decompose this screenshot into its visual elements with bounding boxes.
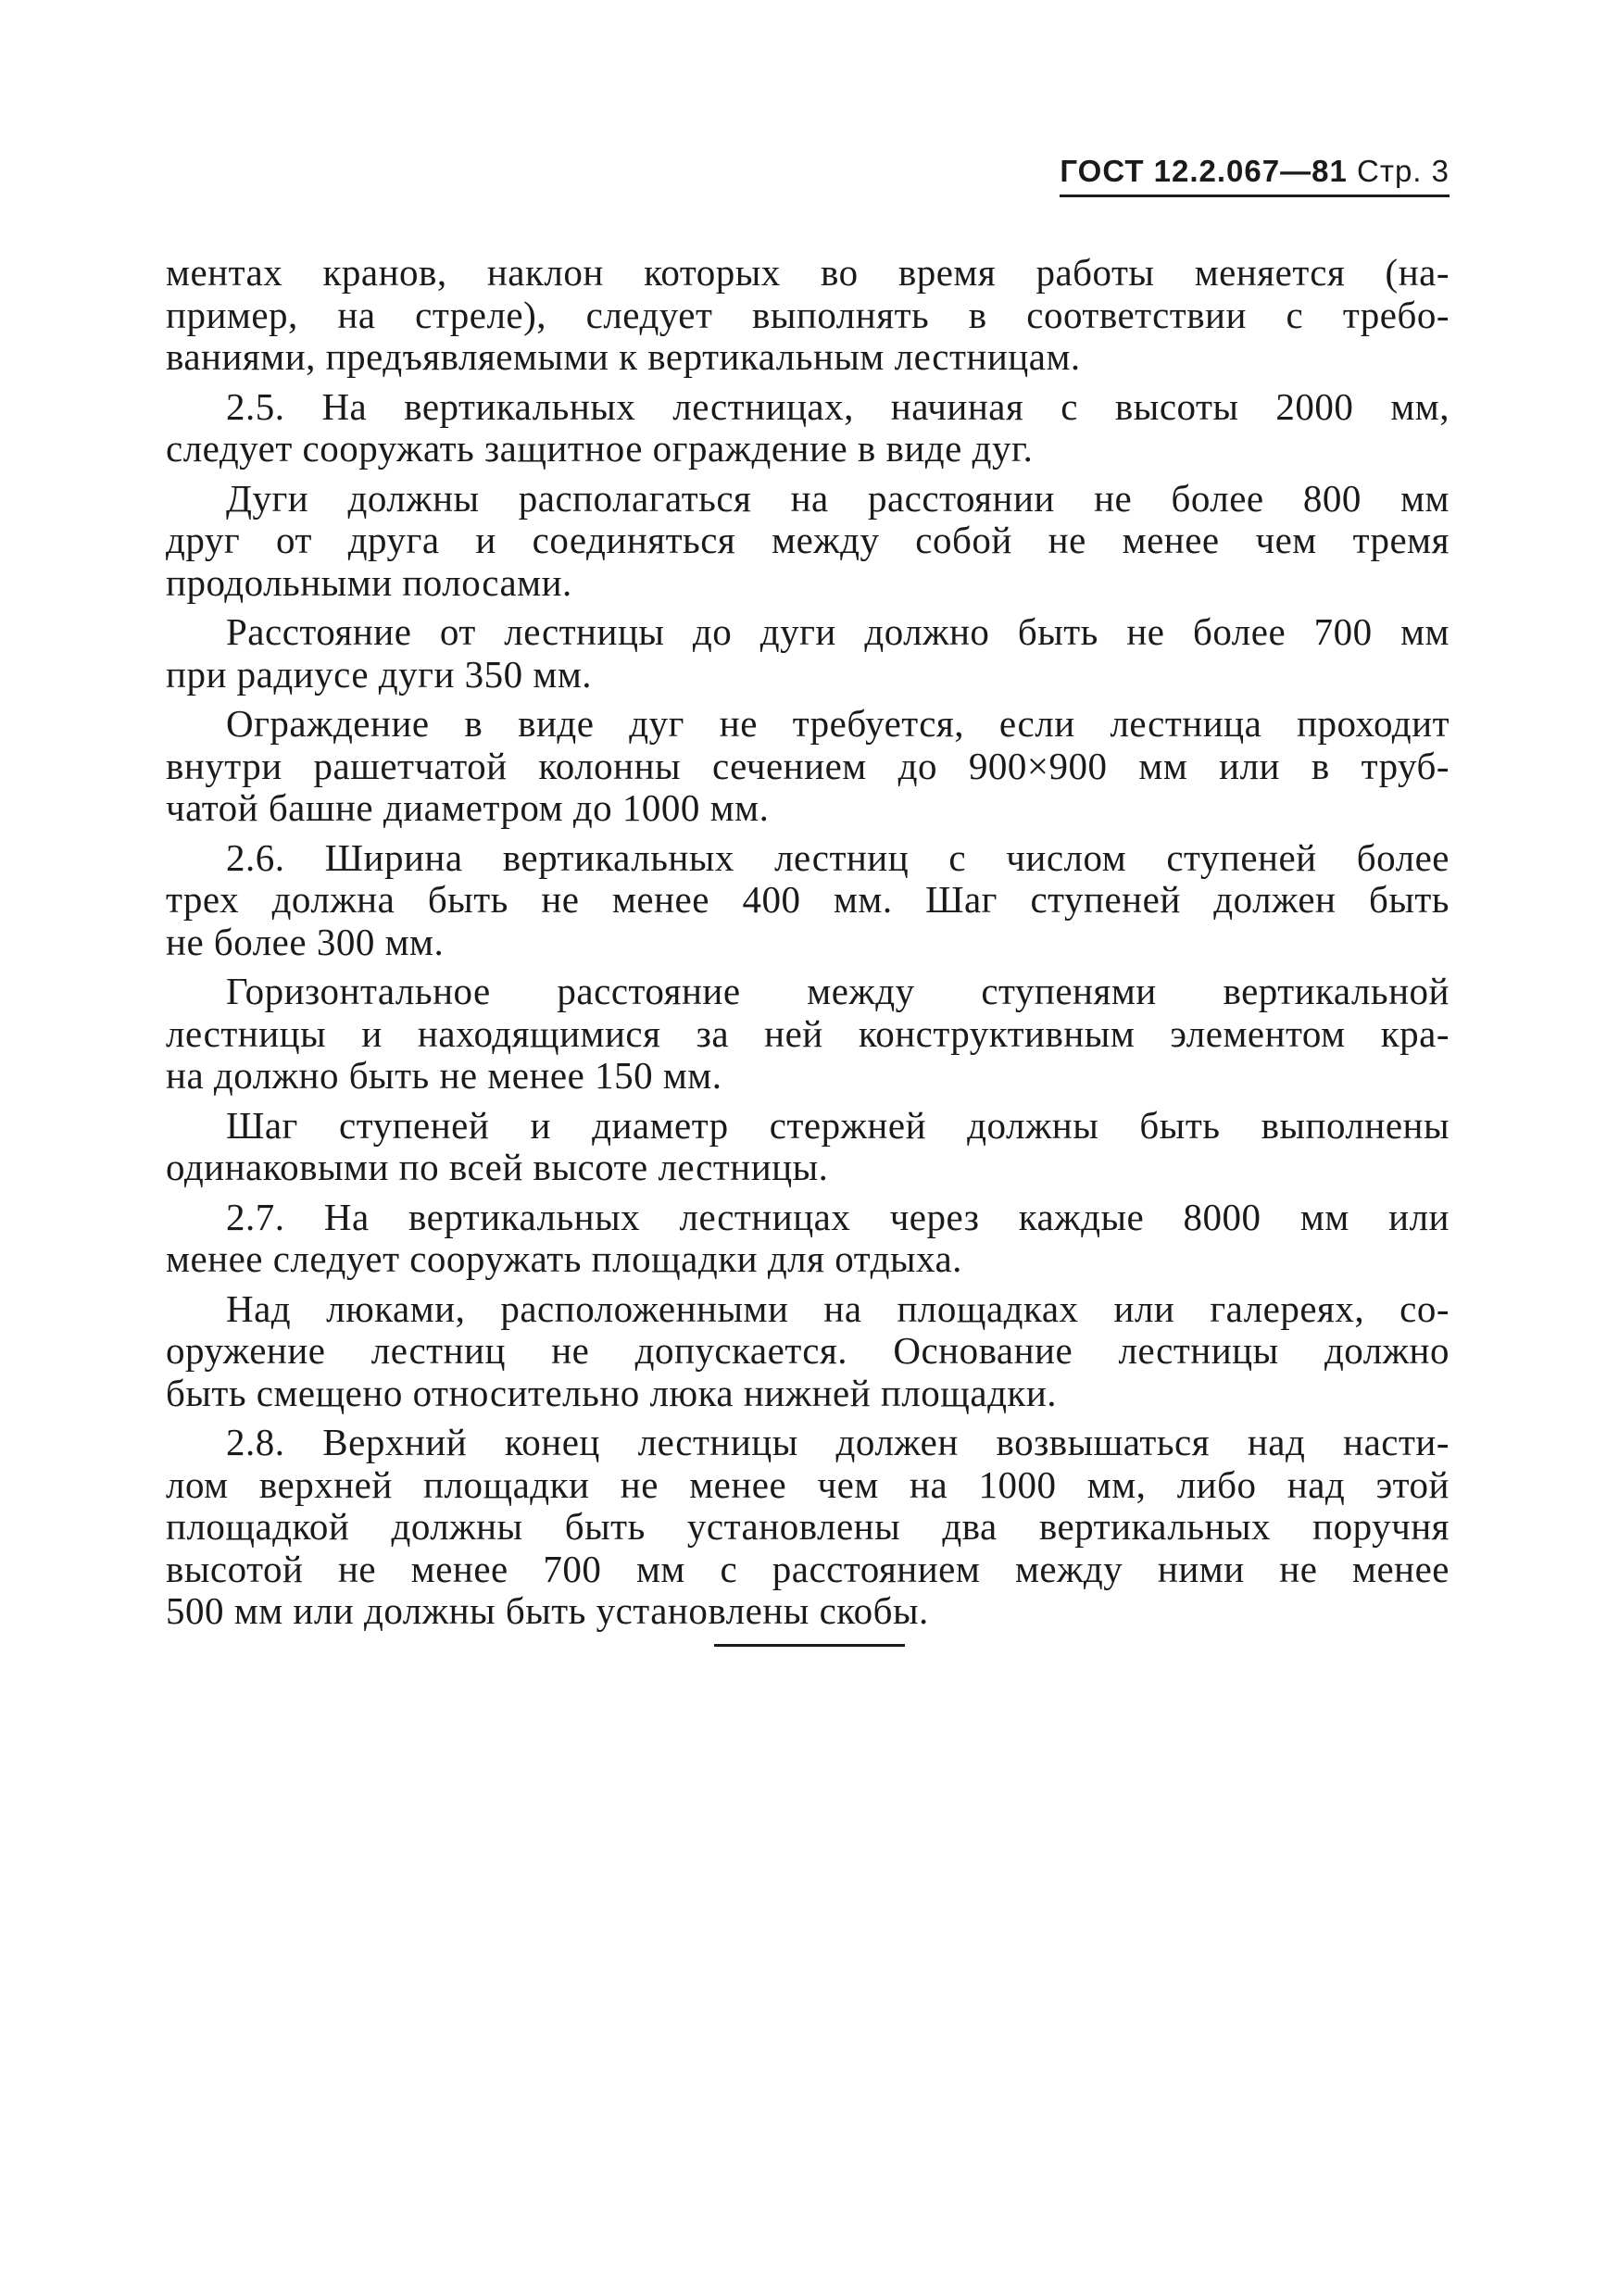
clause-2-6 (166, 837, 1450, 964)
text-line: друг от друга и соединяться между собой не менее чем тремя (166, 519, 1450, 561)
text-line: не более 300 мм. (166, 920, 445, 963)
text-line: 500 мм или должны быть установлены скобы. (166, 1589, 929, 1632)
text-line: быть смещено относительно люка нижней площадки. (166, 1371, 1058, 1414)
document-body (166, 252, 1450, 1633)
text-line: ваниями, предъявляемыми к вертикальным лестницам. (166, 335, 1081, 378)
text-line: оружение лестниц не допускается. Основание лестницы должно (166, 1329, 1450, 1372)
text-line: Над люками, расположенными на площадках или галереях, со- (226, 1286, 1450, 1330)
clause-2-5 (166, 386, 1450, 470)
paragraph-arcs-spacing (166, 478, 1450, 605)
text-line: ментах кранов, наклон которых во время работы меняется (на- (166, 251, 1450, 294)
text-line: одинаковыми по всей высоте лестницы. (166, 1146, 829, 1188)
text-line: внутри рашетчатой колонны сечением до 900×900 мм или в труб- (166, 744, 1450, 787)
paragraph-guard-exception (166, 703, 1450, 830)
paragraph-continuation (166, 252, 1450, 379)
text-line: Ограждение в виде дуг не требуется, если лестница проходит (226, 702, 1450, 745)
text-line: Горизонтальное расстояние между ступенями вертикальной (226, 970, 1450, 1012)
text-line: 2.6. Ширина вертикальных лестниц с числом ступеней более (226, 835, 1450, 879)
text-line: 2.5. На вертикальных лестницах, начиная с высоты 2000 мм, (226, 384, 1450, 428)
text-line: 2.8. Верхний конец лестницы должен возвышаться над насти- (226, 1421, 1450, 1463)
page-header (1060, 154, 1450, 197)
text-line: Расстояние от лестницы до дуги должно быть не более 700 мм (226, 610, 1450, 653)
end-of-section-rule (714, 1644, 905, 1647)
text-line: следует сооружать защитное ограждение в виде дуг. (166, 427, 1034, 470)
text-line: пример, на стреле), следует выполнять в соответствии с требо- (166, 293, 1450, 336)
text-line: на должно быть не менее 150 мм. (166, 1054, 722, 1097)
text-line: лом верхней площадки не менее чем на 1000 мм, либо над этой (166, 1462, 1450, 1506)
text-line: менее следует сооружать площадки для отдыха. (166, 1237, 962, 1280)
paragraph-arc-distance (166, 611, 1450, 696)
clause-2-8 (166, 1422, 1450, 1633)
text-line: лестницы и находящимися за ней конструктивным элементом кра- (166, 1011, 1450, 1055)
text-line: высотой не менее 700 мм с расстоянием между ними не менее (166, 1547, 1450, 1590)
text-line: продольными полосами. (166, 560, 572, 604)
text-line: Дуги должны располагаться на расстоянии не более 800 мм (226, 476, 1450, 520)
text-line: трех должна быть не менее 400 мм. Шаг ступеней должен быть (166, 878, 1450, 921)
text-line: Шаг ступеней и диаметр стержней должны быть выполнены (226, 1103, 1450, 1147)
paragraph-step-uniformity (166, 1105, 1450, 1189)
clause-2-7 (166, 1197, 1450, 1281)
text-line: чатой башне диаметром до 1000 мм. (166, 786, 770, 829)
paragraph-hatches (166, 1288, 1450, 1415)
text-line: площадкой должны быть установлены два вертикальных поручня (166, 1505, 1450, 1548)
text-line: 2.7. На вертикальных лестницах через каждые 8000 мм или (226, 1195, 1450, 1238)
paragraph-horizontal-distance (166, 971, 1450, 1098)
standard-number: ГОСТ 12.2.067—81 (1060, 154, 1348, 188)
page-number: Стр. 3 (1357, 154, 1450, 188)
text-line: при радиусе дуги 350 мм. (166, 652, 593, 696)
